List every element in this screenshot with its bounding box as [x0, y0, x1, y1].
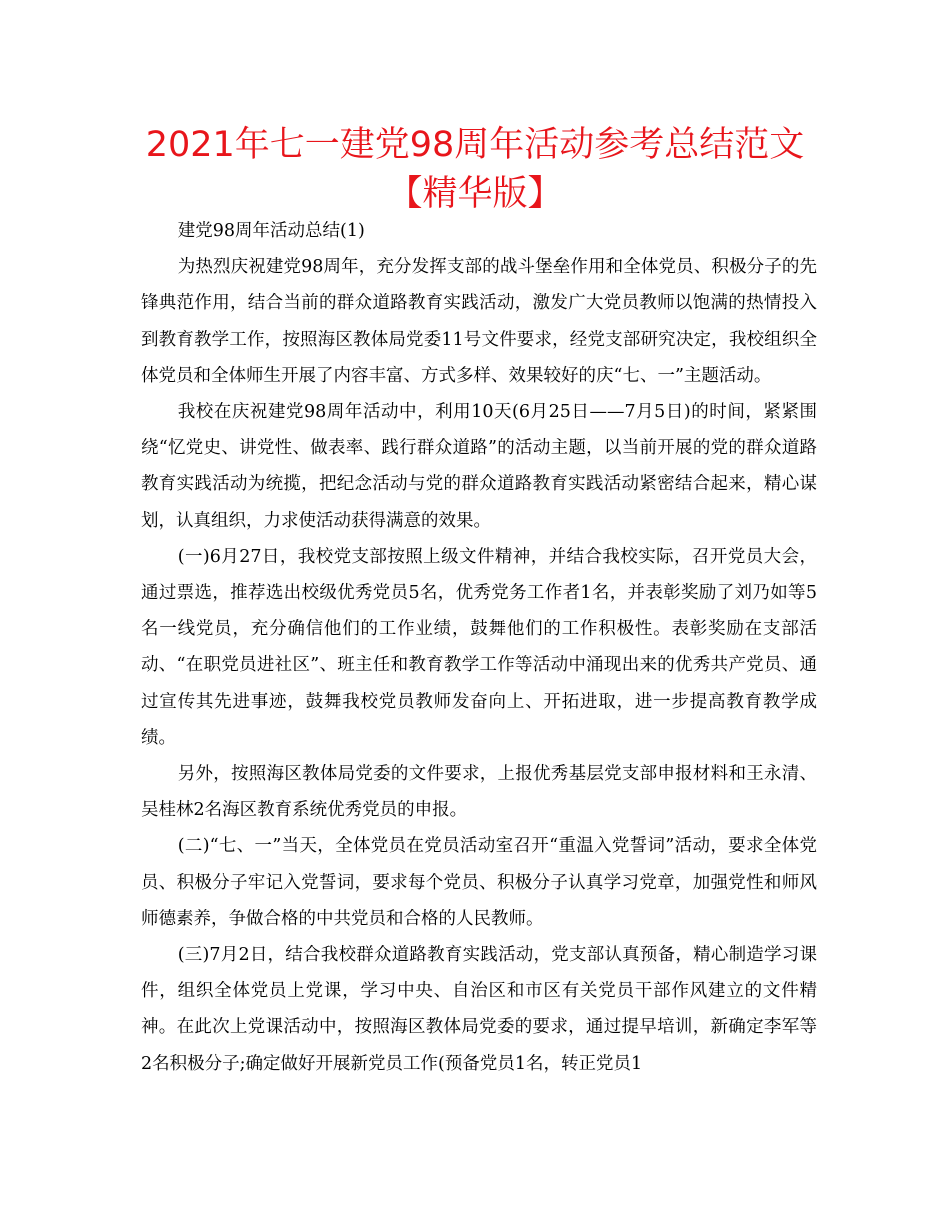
document-title: 2021年七一建党98周年活动参考总结范文【精华版】 [145, 125, 805, 214]
paragraph: (三)7月2日，结合我校群众道路教育实践活动，党支部认真预备，精心制造学习课件，组织全体党员上党课，学习中央、自治区和市区有关党员干部作风建立的文件精神。在此次上党课活动中，按照海区教体局党委的要求，通过提早培训，新确定李军等2名积极分子;确定做好开展新党员工作(预备党员1名，转正党员1 [141, 945, 817, 1074]
document-body [141, 213, 817, 1082]
paragraph: (二)“七、一”当天，全体党员在党员活动室召开“重温入党誓词”活动，要求全体党员、积极分子牢记入党誓词，要求每个党员、积极分子认真学习党章，加强党性和师风师德素养，争做合格的中共党员和合格的人民教师。 [141, 836, 817, 929]
section-heading: 建党98周年活动总结(1) [177, 221, 365, 241]
paragraph: 另外，按照海区教体局党委的文件要求，上报优秀基层党支部申报材料和王永清、吴桂林2名海区教育系统优秀党员的申报。 [141, 764, 817, 821]
paragraph: (一)6月27日，我校党支部按照上级文件精神，并结合我校实际，召开党员大会，通过票选，推荐选出校级优秀党员5名，优秀党务工作者1名，并表彰奖励了刘乃如等5名一线党员，充分确信他们的工作业绩，鼓舞他们的工作积极性。表彰奖励在支部活动、“在职党员进社区”、班主任和教育教学工作等活动中涌现出来的优秀共产党员、通过宣传其先进事迹，鼓舞我校党员教师发奋向上、开拓进取，进一步提高教育教学成绩。 [141, 546, 817, 748]
paragraph: 为热烈庆祝建党98周年，充分发挥支部的战斗堡垒作用和全体党员、积极分子的先锋典范作用，结合当前的群众道路教育实践活动，激发广大党员教师以饱满的热情投入到教育教学工作，按照海区教体局党委11号文件要求，经党支部研究决定，我校组织全体党员和全体师生开展了内容丰富、方式多样、效果较好的庆“七、一”主题活动。 [141, 257, 817, 386]
paragraph: 我校在庆祝建党98周年活动中，利用10天(6月25日——7月5日)的时间，紧紧围绕“忆党史、讲党性、做表率、践行群众道路”的活动主题，以当前开展的党的群众道路教育实践活动为统揽，把纪念活动与党的群众道路教育实践活动紧密结合起来，精心谋划，认真组织，力求使活动获得满意的效果。 [141, 402, 817, 531]
